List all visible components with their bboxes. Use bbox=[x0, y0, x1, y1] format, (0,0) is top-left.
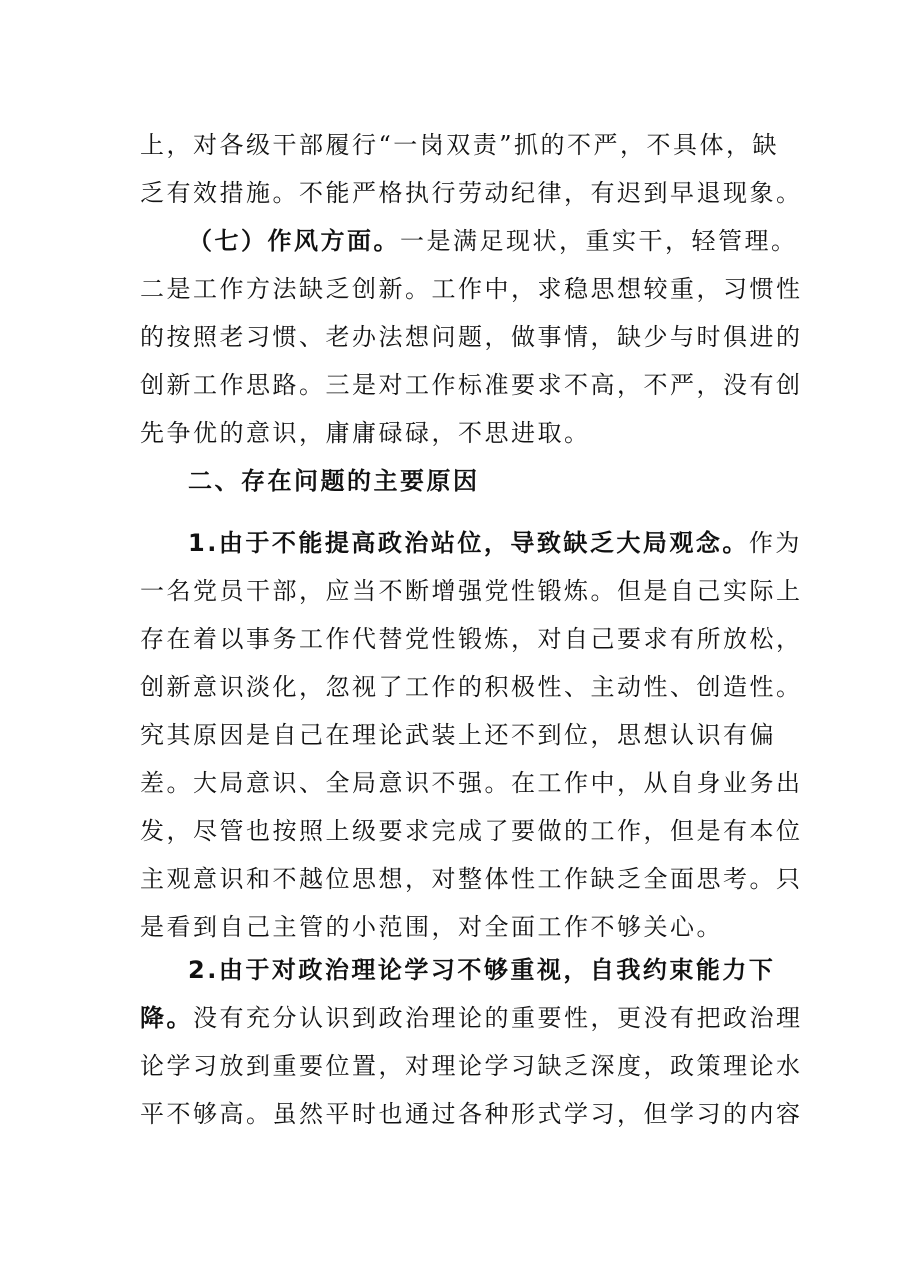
text-line: 差。大局意识、全局意识不强。在工作中，从自身业务出 bbox=[140, 769, 803, 797]
text-line bbox=[140, 994, 803, 1042]
reason-lead-line: 2.由于对政治理论学习不够重视，自我约束能力下 bbox=[188, 956, 776, 984]
text-line: 一名党员干部，应当不断增强党性锻炼。但是自己实际上 bbox=[140, 577, 803, 605]
section-heading bbox=[140, 457, 772, 505]
reason-lead-tail: 降。 bbox=[140, 1004, 193, 1032]
text-line: 存在着以事务工作代替党性锻炼，对自己要求有所放松， bbox=[140, 625, 803, 653]
text-line: 的按照老习惯、老办法想问题，做事情，缺少与时俱进的 bbox=[140, 323, 803, 351]
text-line: 创新意识淡化，忽视了工作的积极性、主动性、创造性。 bbox=[140, 673, 803, 701]
text-span: 一是满足现状，重实干，轻管理。 bbox=[400, 227, 798, 255]
paragraph-reason-1 bbox=[140, 519, 803, 951]
text-line: 究其原因是自己在理论武装上还不到位，思想认识有偏 bbox=[140, 721, 776, 749]
heading-text: 二、存在问题的主要原因 bbox=[188, 467, 480, 495]
text-line: 乏有效措施。不能严格执行劳动纪律，有迟到早退现象。 bbox=[140, 179, 803, 207]
text-line: 是看到自己主管的小范围，对全面工作不够关心。 bbox=[140, 913, 723, 941]
text-line: 主观意识和不越位思想，对整体性工作缺乏全面思考。只 bbox=[140, 865, 803, 893]
text-span: 作为 bbox=[748, 529, 802, 557]
paragraph-work-style bbox=[140, 217, 803, 457]
text-line: 发，尽管也按照上级要求完成了要做的工作，但是有本位 bbox=[140, 817, 803, 845]
text-line: 上，对各级干部履行“一岗双责”抓的不严，不具体，缺 bbox=[140, 131, 780, 159]
text-line: 二是工作方法缺乏创新。工作中，求稳思想较重，习惯性 bbox=[140, 275, 803, 303]
reason-lead: 1.由于不能提高政治站位，导致缺乏大局观念。 bbox=[188, 529, 749, 557]
text-line bbox=[140, 217, 798, 265]
text-line: 创新工作思路。三是对工作标准要求不高，不严，没有创 bbox=[140, 371, 803, 399]
text-line bbox=[140, 519, 802, 567]
paragraph-reason-2 bbox=[140, 946, 803, 1138]
section-lead: （七）作风方面。 bbox=[188, 227, 400, 255]
text-line: 论学习放到重要位置，对理论学习缺乏深度，政策理论水 bbox=[140, 1052, 803, 1080]
text-line: 先争优的意识，庸庸碌碌，不思进取。 bbox=[140, 419, 591, 447]
paragraph-continuation bbox=[140, 121, 803, 217]
text-line: 平不够高。虽然平时也通过各种形式学习，但学习的内容 bbox=[140, 1100, 803, 1128]
text-span: 没有充分认识到政治理论的重要性，更没有把政治理 bbox=[193, 1004, 803, 1032]
